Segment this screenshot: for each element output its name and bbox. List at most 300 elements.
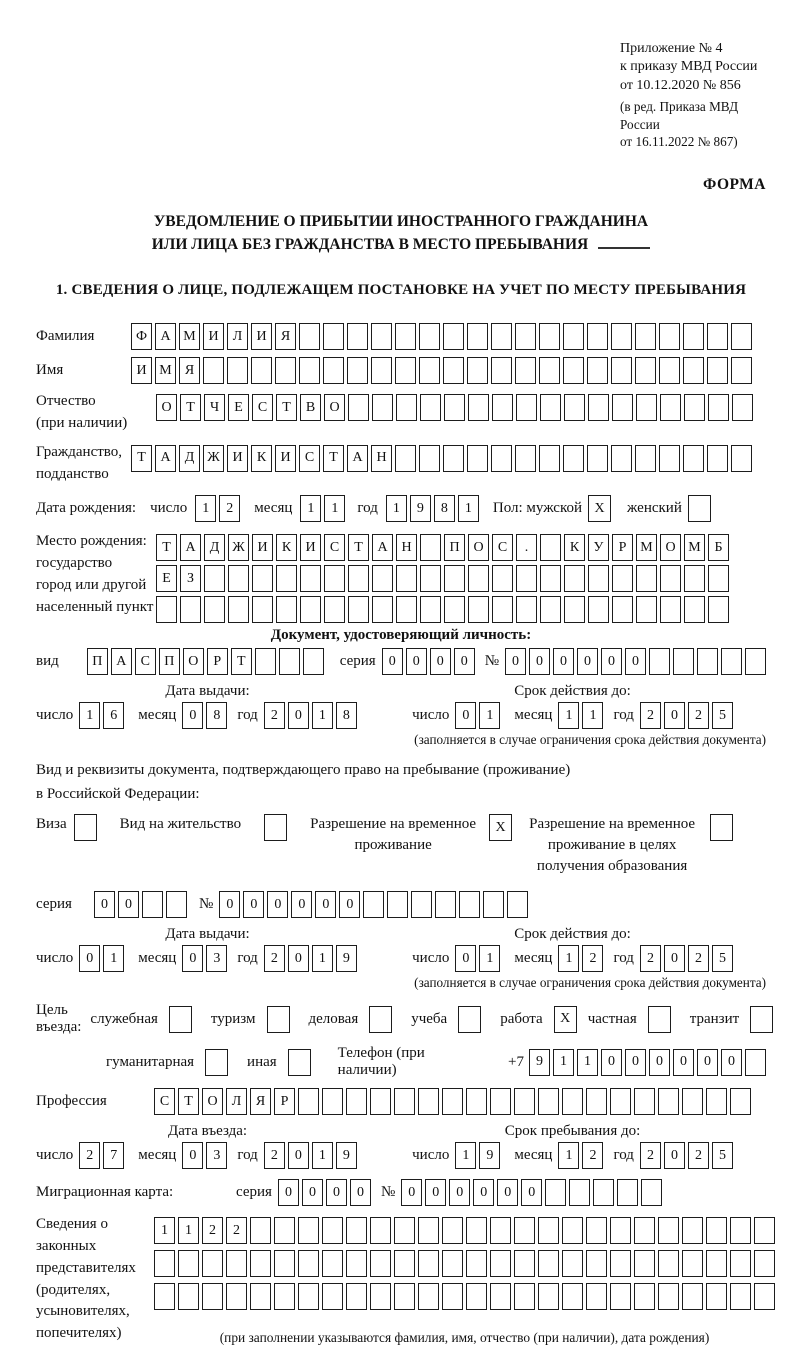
char-cell[interactable] xyxy=(347,357,368,384)
char-cell[interactable]: П xyxy=(159,648,180,675)
char-cell[interactable]: К xyxy=(276,534,297,561)
char-cell[interactable]: 0 xyxy=(79,945,100,972)
char-cell[interactable]: И xyxy=(251,323,272,350)
char-cell[interactable] xyxy=(682,1088,703,1115)
char-cell[interactable]: И xyxy=(275,445,296,472)
char-cell[interactable] xyxy=(322,1250,343,1277)
char-cell[interactable] xyxy=(707,445,728,472)
char-cell[interactable]: Т xyxy=(178,1088,199,1115)
char-cell[interactable]: 1 xyxy=(553,1049,574,1076)
char-cell[interactable]: 1 xyxy=(312,702,333,729)
char-cell[interactable] xyxy=(538,1283,559,1310)
char-cell[interactable] xyxy=(202,1250,223,1277)
char-cell[interactable] xyxy=(322,1283,343,1310)
char-cell[interactable] xyxy=(419,357,440,384)
char-cell[interactable] xyxy=(420,565,441,592)
char-cell[interactable]: А xyxy=(155,445,176,472)
char-cell[interactable] xyxy=(418,1217,439,1244)
char-cell[interactable] xyxy=(468,565,489,592)
char-cell[interactable] xyxy=(491,445,512,472)
char-cell[interactable] xyxy=(442,1217,463,1244)
char-cell[interactable] xyxy=(279,648,300,675)
char-cell[interactable]: О xyxy=(324,394,345,421)
char-cell[interactable] xyxy=(276,596,297,623)
char-cell[interactable]: А xyxy=(372,534,393,561)
char-cell[interactable]: 9 xyxy=(336,945,357,972)
char-cell[interactable] xyxy=(396,596,417,623)
char-cell[interactable]: 0 xyxy=(288,702,309,729)
char-cell[interactable] xyxy=(610,1217,631,1244)
char-cell[interactable]: 2 xyxy=(79,1142,100,1169)
char-cell[interactable]: 0 xyxy=(521,1179,542,1206)
char-cell[interactable]: Я xyxy=(275,323,296,350)
char-cell[interactable] xyxy=(252,596,273,623)
char-cell[interactable]: 0 xyxy=(664,945,685,972)
char-cell[interactable]: С xyxy=(492,534,513,561)
char-cell[interactable]: Р xyxy=(274,1088,295,1115)
char-cell[interactable]: 8 xyxy=(434,495,455,522)
char-cell[interactable] xyxy=(348,596,369,623)
char-cell[interactable]: 0 xyxy=(288,945,309,972)
char-cell[interactable] xyxy=(154,1283,175,1310)
char-cell[interactable]: Т xyxy=(231,648,252,675)
char-cell[interactable]: 9 xyxy=(410,495,431,522)
char-cell[interactable]: 1 xyxy=(103,945,124,972)
char-cell[interactable] xyxy=(588,394,609,421)
char-cell[interactable] xyxy=(564,394,585,421)
char-cell[interactable] xyxy=(275,357,296,384)
char-cell[interactable] xyxy=(635,357,656,384)
char-cell[interactable] xyxy=(564,596,585,623)
char-cell[interactable] xyxy=(324,596,345,623)
char-cell[interactable] xyxy=(466,1283,487,1310)
char-cell[interactable]: 0 xyxy=(721,1049,742,1076)
char-cell[interactable]: 0 xyxy=(625,648,646,675)
char-cell[interactable] xyxy=(569,1179,590,1206)
char-cell[interactable] xyxy=(515,357,536,384)
char-cell[interactable]: И xyxy=(131,357,152,384)
char-cell[interactable] xyxy=(516,596,537,623)
char-cell[interactable]: 1 xyxy=(558,945,579,972)
char-cell[interactable] xyxy=(300,596,321,623)
char-cell[interactable]: С xyxy=(324,534,345,561)
char-cell[interactable]: Л xyxy=(227,323,248,350)
char-cell[interactable] xyxy=(634,1283,655,1310)
char-cell[interactable] xyxy=(732,394,753,421)
char-cell[interactable] xyxy=(514,1217,535,1244)
char-cell[interactable]: Т xyxy=(156,534,177,561)
char-cell[interactable]: 0 xyxy=(382,648,403,675)
char-cell[interactable] xyxy=(587,445,608,472)
char-cell[interactable] xyxy=(634,1088,655,1115)
char-cell[interactable] xyxy=(299,323,320,350)
char-cell[interactable] xyxy=(683,323,704,350)
char-cell[interactable] xyxy=(684,596,705,623)
char-cell[interactable] xyxy=(514,1088,535,1115)
char-cell[interactable] xyxy=(370,1283,391,1310)
char-cell[interactable] xyxy=(274,1250,295,1277)
char-cell[interactable] xyxy=(611,323,632,350)
char-cell[interactable]: 1 xyxy=(324,495,345,522)
visa-checkbox[interactable] xyxy=(74,814,97,841)
char-cell[interactable] xyxy=(418,1283,439,1310)
char-cell[interactable] xyxy=(467,445,488,472)
char-cell[interactable] xyxy=(562,1283,583,1310)
char-cell[interactable] xyxy=(612,565,633,592)
char-cell[interactable] xyxy=(754,1250,775,1277)
char-cell[interactable]: Ч xyxy=(204,394,225,421)
char-cell[interactable] xyxy=(348,394,369,421)
char-cell[interactable] xyxy=(586,1088,607,1115)
char-cell[interactable]: 9 xyxy=(529,1049,550,1076)
char-cell[interactable]: Д xyxy=(179,445,200,472)
char-cell[interactable] xyxy=(612,596,633,623)
char-cell[interactable] xyxy=(649,648,670,675)
char-cell[interactable] xyxy=(708,394,729,421)
char-cell[interactable]: 2 xyxy=(582,1142,603,1169)
char-cell[interactable] xyxy=(483,891,504,918)
char-cell[interactable]: 2 xyxy=(264,1142,285,1169)
char-cell[interactable] xyxy=(515,445,536,472)
purpose-business-checkbox[interactable] xyxy=(369,1006,392,1033)
char-cell[interactable] xyxy=(731,445,752,472)
char-cell[interactable]: Ф xyxy=(131,323,152,350)
char-cell[interactable]: 0 xyxy=(401,1179,422,1206)
char-cell[interactable] xyxy=(515,323,536,350)
char-cell[interactable] xyxy=(731,323,752,350)
char-cell[interactable] xyxy=(298,1250,319,1277)
char-cell[interactable] xyxy=(563,323,584,350)
char-cell[interactable] xyxy=(411,891,432,918)
char-cell[interactable]: Н xyxy=(396,534,417,561)
char-cell[interactable] xyxy=(466,1250,487,1277)
char-cell[interactable] xyxy=(228,565,249,592)
char-cell[interactable]: Д xyxy=(204,534,225,561)
char-cell[interactable] xyxy=(394,1217,415,1244)
char-cell[interactable] xyxy=(682,1217,703,1244)
char-cell[interactable]: 1 xyxy=(455,1142,476,1169)
char-cell[interactable]: 2 xyxy=(688,1142,709,1169)
char-cell[interactable] xyxy=(706,1217,727,1244)
char-cell[interactable]: С xyxy=(154,1088,175,1115)
char-cell[interactable]: 2 xyxy=(582,945,603,972)
char-cell[interactable] xyxy=(682,1283,703,1310)
char-cell[interactable] xyxy=(346,1250,367,1277)
char-cell[interactable] xyxy=(348,565,369,592)
char-cell[interactable] xyxy=(730,1088,751,1115)
char-cell[interactable]: Е xyxy=(156,565,177,592)
char-cell[interactable] xyxy=(706,1088,727,1115)
char-cell[interactable]: 0 xyxy=(553,648,574,675)
char-cell[interactable] xyxy=(396,394,417,421)
char-cell[interactable]: 0 xyxy=(182,702,203,729)
char-cell[interactable]: 0 xyxy=(302,1179,323,1206)
char-cell[interactable]: 0 xyxy=(350,1179,371,1206)
char-cell[interactable] xyxy=(545,1179,566,1206)
char-cell[interactable] xyxy=(707,357,728,384)
char-cell[interactable]: 1 xyxy=(195,495,216,522)
char-cell[interactable]: М xyxy=(636,534,657,561)
char-cell[interactable] xyxy=(507,891,528,918)
char-cell[interactable] xyxy=(228,596,249,623)
char-cell[interactable]: 0 xyxy=(664,702,685,729)
char-cell[interactable]: 0 xyxy=(649,1049,670,1076)
char-cell[interactable] xyxy=(563,445,584,472)
char-cell[interactable]: 0 xyxy=(625,1049,646,1076)
char-cell[interactable]: 1 xyxy=(386,495,407,522)
char-cell[interactable]: 0 xyxy=(267,891,288,918)
char-cell[interactable] xyxy=(226,1283,247,1310)
char-cell[interactable] xyxy=(658,1217,679,1244)
char-cell[interactable] xyxy=(420,596,441,623)
char-cell[interactable] xyxy=(178,1283,199,1310)
char-cell[interactable]: 0 xyxy=(673,1049,694,1076)
char-cell[interactable]: 3 xyxy=(206,1142,227,1169)
char-cell[interactable]: Ж xyxy=(228,534,249,561)
char-cell[interactable] xyxy=(178,1250,199,1277)
char-cell[interactable] xyxy=(706,1250,727,1277)
char-cell[interactable]: 0 xyxy=(577,648,598,675)
char-cell[interactable] xyxy=(250,1283,271,1310)
char-cell[interactable]: 5 xyxy=(712,1142,733,1169)
char-cell[interactable]: 0 xyxy=(455,702,476,729)
char-cell[interactable] xyxy=(276,565,297,592)
char-cell[interactable]: Е xyxy=(228,394,249,421)
char-cell[interactable]: 0 xyxy=(664,1142,685,1169)
char-cell[interactable] xyxy=(684,565,705,592)
char-cell[interactable] xyxy=(538,1250,559,1277)
char-cell[interactable] xyxy=(635,323,656,350)
char-cell[interactable] xyxy=(490,1088,511,1115)
char-cell[interactable]: 8 xyxy=(336,702,357,729)
char-cell[interactable] xyxy=(346,1283,367,1310)
char-cell[interactable] xyxy=(612,394,633,421)
char-cell[interactable] xyxy=(593,1179,614,1206)
char-cell[interactable]: Т xyxy=(323,445,344,472)
char-cell[interactable]: Р xyxy=(207,648,228,675)
char-cell[interactable]: С xyxy=(299,445,320,472)
char-cell[interactable] xyxy=(708,596,729,623)
char-cell[interactable]: 1 xyxy=(178,1217,199,1244)
char-cell[interactable]: И xyxy=(300,534,321,561)
char-cell[interactable] xyxy=(660,565,681,592)
char-cell[interactable] xyxy=(745,1049,766,1076)
char-cell[interactable]: 0 xyxy=(601,1049,622,1076)
char-cell[interactable] xyxy=(468,394,489,421)
char-cell[interactable] xyxy=(492,394,513,421)
char-cell[interactable]: Л xyxy=(226,1088,247,1115)
char-cell[interactable]: 9 xyxy=(479,1142,500,1169)
char-cell[interactable]: А xyxy=(155,323,176,350)
char-cell[interactable] xyxy=(372,394,393,421)
char-cell[interactable] xyxy=(443,445,464,472)
char-cell[interactable]: 0 xyxy=(339,891,360,918)
char-cell[interactable] xyxy=(459,891,480,918)
char-cell[interactable] xyxy=(540,534,561,561)
char-cell[interactable] xyxy=(204,565,225,592)
char-cell[interactable]: 2 xyxy=(640,945,661,972)
char-cell[interactable] xyxy=(420,534,441,561)
char-cell[interactable]: 2 xyxy=(688,702,709,729)
char-cell[interactable]: 2 xyxy=(640,702,661,729)
char-cell[interactable] xyxy=(323,357,344,384)
char-cell[interactable] xyxy=(538,1217,559,1244)
char-cell[interactable]: 0 xyxy=(291,891,312,918)
char-cell[interactable] xyxy=(706,1283,727,1310)
char-cell[interactable] xyxy=(467,323,488,350)
char-cell[interactable] xyxy=(516,394,537,421)
purpose-study-checkbox[interactable] xyxy=(458,1006,481,1033)
char-cell[interactable] xyxy=(255,648,276,675)
char-cell[interactable] xyxy=(490,1250,511,1277)
char-cell[interactable] xyxy=(492,565,513,592)
char-cell[interactable] xyxy=(611,445,632,472)
char-cell[interactable] xyxy=(226,1250,247,1277)
char-cell[interactable] xyxy=(730,1217,751,1244)
char-cell[interactable] xyxy=(514,1283,535,1310)
char-cell[interactable] xyxy=(730,1250,751,1277)
char-cell[interactable] xyxy=(372,596,393,623)
char-cell[interactable] xyxy=(658,1250,679,1277)
char-cell[interactable] xyxy=(324,565,345,592)
char-cell[interactable]: Я xyxy=(250,1088,271,1115)
char-cell[interactable] xyxy=(538,1088,559,1115)
gender-male-checkbox[interactable]: X xyxy=(588,495,611,522)
char-cell[interactable] xyxy=(745,648,766,675)
char-cell[interactable]: 0 xyxy=(278,1179,299,1206)
char-cell[interactable] xyxy=(419,445,440,472)
char-cell[interactable] xyxy=(419,323,440,350)
char-cell[interactable] xyxy=(363,891,384,918)
char-cell[interactable] xyxy=(540,394,561,421)
char-cell[interactable] xyxy=(658,1283,679,1310)
char-cell[interactable]: 0 xyxy=(118,891,139,918)
char-cell[interactable] xyxy=(730,1283,751,1310)
char-cell[interactable] xyxy=(682,1250,703,1277)
char-cell[interactable] xyxy=(588,565,609,592)
char-cell[interactable] xyxy=(274,1217,295,1244)
residence-permit-checkbox[interactable] xyxy=(264,814,287,841)
gender-female-checkbox[interactable] xyxy=(688,495,711,522)
char-cell[interactable] xyxy=(166,891,187,918)
char-cell[interactable] xyxy=(539,323,560,350)
char-cell[interactable] xyxy=(370,1088,391,1115)
char-cell[interactable]: 0 xyxy=(94,891,115,918)
char-cell[interactable] xyxy=(587,323,608,350)
char-cell[interactable] xyxy=(394,1250,415,1277)
char-cell[interactable] xyxy=(250,1250,271,1277)
char-cell[interactable] xyxy=(586,1250,607,1277)
char-cell[interactable] xyxy=(371,323,392,350)
char-cell[interactable] xyxy=(203,357,224,384)
char-cell[interactable]: О xyxy=(660,534,681,561)
char-cell[interactable] xyxy=(562,1250,583,1277)
char-cell[interactable]: 0 xyxy=(529,648,550,675)
char-cell[interactable] xyxy=(156,596,177,623)
char-cell[interactable] xyxy=(303,648,324,675)
char-cell[interactable]: 0 xyxy=(243,891,264,918)
char-cell[interactable] xyxy=(587,357,608,384)
char-cell[interactable]: 2 xyxy=(264,945,285,972)
char-cell[interactable] xyxy=(227,357,248,384)
char-cell[interactable]: Я xyxy=(179,357,200,384)
purpose-other-checkbox[interactable] xyxy=(288,1049,311,1076)
char-cell[interactable] xyxy=(617,1179,638,1206)
char-cell[interactable] xyxy=(204,596,225,623)
char-cell[interactable] xyxy=(468,596,489,623)
char-cell[interactable] xyxy=(444,565,465,592)
char-cell[interactable] xyxy=(754,1217,775,1244)
char-cell[interactable] xyxy=(659,445,680,472)
char-cell[interactable]: М xyxy=(155,357,176,384)
char-cell[interactable]: 1 xyxy=(558,702,579,729)
char-cell[interactable] xyxy=(610,1088,631,1115)
char-cell[interactable]: 0 xyxy=(315,891,336,918)
char-cell[interactable]: 0 xyxy=(601,648,622,675)
char-cell[interactable] xyxy=(563,357,584,384)
char-cell[interactable] xyxy=(443,357,464,384)
char-cell[interactable] xyxy=(142,891,163,918)
purpose-tourism-checkbox[interactable] xyxy=(267,1006,290,1033)
char-cell[interactable] xyxy=(539,445,560,472)
char-cell[interactable] xyxy=(371,357,392,384)
char-cell[interactable]: 0 xyxy=(406,648,427,675)
temp-residence-edu-checkbox[interactable] xyxy=(710,814,733,841)
char-cell[interactable] xyxy=(466,1088,487,1115)
char-cell[interactable] xyxy=(370,1250,391,1277)
char-cell[interactable]: 1 xyxy=(458,495,479,522)
char-cell[interactable]: С xyxy=(135,648,156,675)
char-cell[interactable]: 0 xyxy=(425,1179,446,1206)
char-cell[interactable] xyxy=(444,394,465,421)
char-cell[interactable] xyxy=(202,1283,223,1310)
char-cell[interactable]: 0 xyxy=(454,648,475,675)
char-cell[interactable] xyxy=(252,565,273,592)
char-cell[interactable] xyxy=(346,1217,367,1244)
char-cell[interactable]: 0 xyxy=(182,1142,203,1169)
char-cell[interactable] xyxy=(562,1088,583,1115)
char-cell[interactable] xyxy=(684,394,705,421)
purpose-work-checkbox[interactable]: X xyxy=(554,1006,577,1033)
char-cell[interactable]: 2 xyxy=(202,1217,223,1244)
char-cell[interactable]: 0 xyxy=(326,1179,347,1206)
char-cell[interactable]: С xyxy=(252,394,273,421)
char-cell[interactable]: 5 xyxy=(712,945,733,972)
char-cell[interactable]: 0 xyxy=(505,648,526,675)
char-cell[interactable]: Т xyxy=(348,534,369,561)
char-cell[interactable] xyxy=(490,1217,511,1244)
char-cell[interactable] xyxy=(394,1088,415,1115)
char-cell[interactable] xyxy=(491,323,512,350)
char-cell[interactable] xyxy=(299,357,320,384)
char-cell[interactable] xyxy=(442,1250,463,1277)
char-cell[interactable] xyxy=(274,1283,295,1310)
char-cell[interactable] xyxy=(395,323,416,350)
char-cell[interactable]: И xyxy=(203,323,224,350)
char-cell[interactable] xyxy=(346,1088,367,1115)
char-cell[interactable] xyxy=(395,445,416,472)
char-cell[interactable]: 1 xyxy=(479,945,500,972)
char-cell[interactable] xyxy=(323,323,344,350)
char-cell[interactable]: 1 xyxy=(312,945,333,972)
char-cell[interactable]: . xyxy=(516,534,537,561)
char-cell[interactable]: В xyxy=(300,394,321,421)
purpose-official-checkbox[interactable] xyxy=(169,1006,192,1033)
char-cell[interactable]: 0 xyxy=(455,945,476,972)
char-cell[interactable] xyxy=(659,357,680,384)
char-cell[interactable] xyxy=(418,1088,439,1115)
char-cell[interactable] xyxy=(634,1217,655,1244)
